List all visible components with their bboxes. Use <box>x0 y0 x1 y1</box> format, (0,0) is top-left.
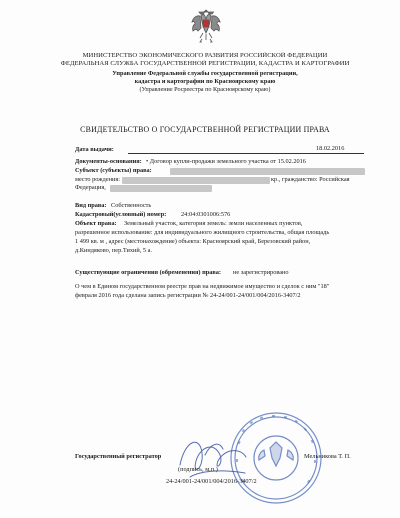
registrar-label: Государственный регистратор <box>75 453 162 460</box>
birth-label: место рождения: <box>75 176 120 183</box>
cadastral-label: Кадастровый(условный) номер: <box>75 211 167 218</box>
right-type-label: Вид права: <box>75 202 107 209</box>
redacted-birth-info <box>122 177 270 184</box>
cadastral-value: 24:04:0301006:576 <box>181 211 231 218</box>
department-line-1: Управление Федеральной службы государственной регистрации, <box>112 70 298 77</box>
ministry-line: МИНИСТЕРСТВО ЭКОНОМИЧЕСКОГО РАЗВИТИЯ РОССИЙСКОЙ ФЕДЕРАЦИИ <box>82 52 328 59</box>
documents-value: • Договор купли-продажи земельного участка от 15.02.2016 <box>146 158 306 165</box>
subject-label: Субъект (субъекты) права: <box>75 167 152 174</box>
issue-date-value: 18.02.2016 <box>316 145 345 152</box>
certificate-title: СВИДЕТЕЛЬСТВО О ГОСУДАРСТВЕННОЙ РЕГИСТРАЦИИ ПРАВА <box>80 125 330 134</box>
object-line-2: разрешенное использование: для индивидуального жилищного строительства, общая площадь <box>75 229 330 236</box>
issue-date-label: Дата выдачи: <box>75 146 114 153</box>
record-number-footer: 24-24/001-24/001/004/2016-3407/2 <box>166 478 257 485</box>
redacted-subject-name <box>170 168 365 175</box>
department-line-3: (Управление Росреестра по Красноярскому краю) <box>139 86 271 93</box>
russian-coat-of-arms-icon <box>189 6 223 46</box>
registry-note-line-1: О чем в Едином государственном реестре прав на недвижимое имущество и сделок с ним "18" <box>75 283 330 290</box>
object-label: Объект права: <box>75 220 117 227</box>
right-type-value: Собственность <box>111 202 152 209</box>
registrar-name: Мельникова Т. П. <box>304 453 351 460</box>
object-line-4: д.Киндяково, пер.Тихий, 5 а. <box>75 247 153 254</box>
redacted-passport <box>110 185 212 192</box>
signature-caption: (подпись, м.п.) <box>178 466 218 473</box>
object-line-1: Земельный участок, категория земель: земли населенных пунктов, <box>124 220 303 227</box>
department-line-2: кадастра и картографии по Красноярскому краю <box>134 78 276 85</box>
birth-suffix: кр., гражданство: Российская <box>271 176 350 183</box>
registry-note-line-2: февраля 2016 года сделана запись регистрации № 24-24/001-24/001/004/2016-3407/2 <box>75 292 301 299</box>
restrictions-value: не зарегистрировано <box>233 269 289 276</box>
object-line-3: 1 499 кв. м , адрес (местонахождение) объекта: Красноярский край, Березовский район, <box>75 238 311 245</box>
restrictions-label: Существующие ограничения (обременения) права: <box>75 269 222 276</box>
service-line: ФЕДЕРАЛЬНАЯ СЛУЖБА ГОСУДАРСТВЕННОЙ РЕГИСТРАЦИИ, КАДАСТРА И КАРТОГРАФИИ <box>60 60 350 67</box>
documents-label: Документы-основания: <box>75 158 142 165</box>
citizenship-line: Федерация, <box>75 184 106 191</box>
